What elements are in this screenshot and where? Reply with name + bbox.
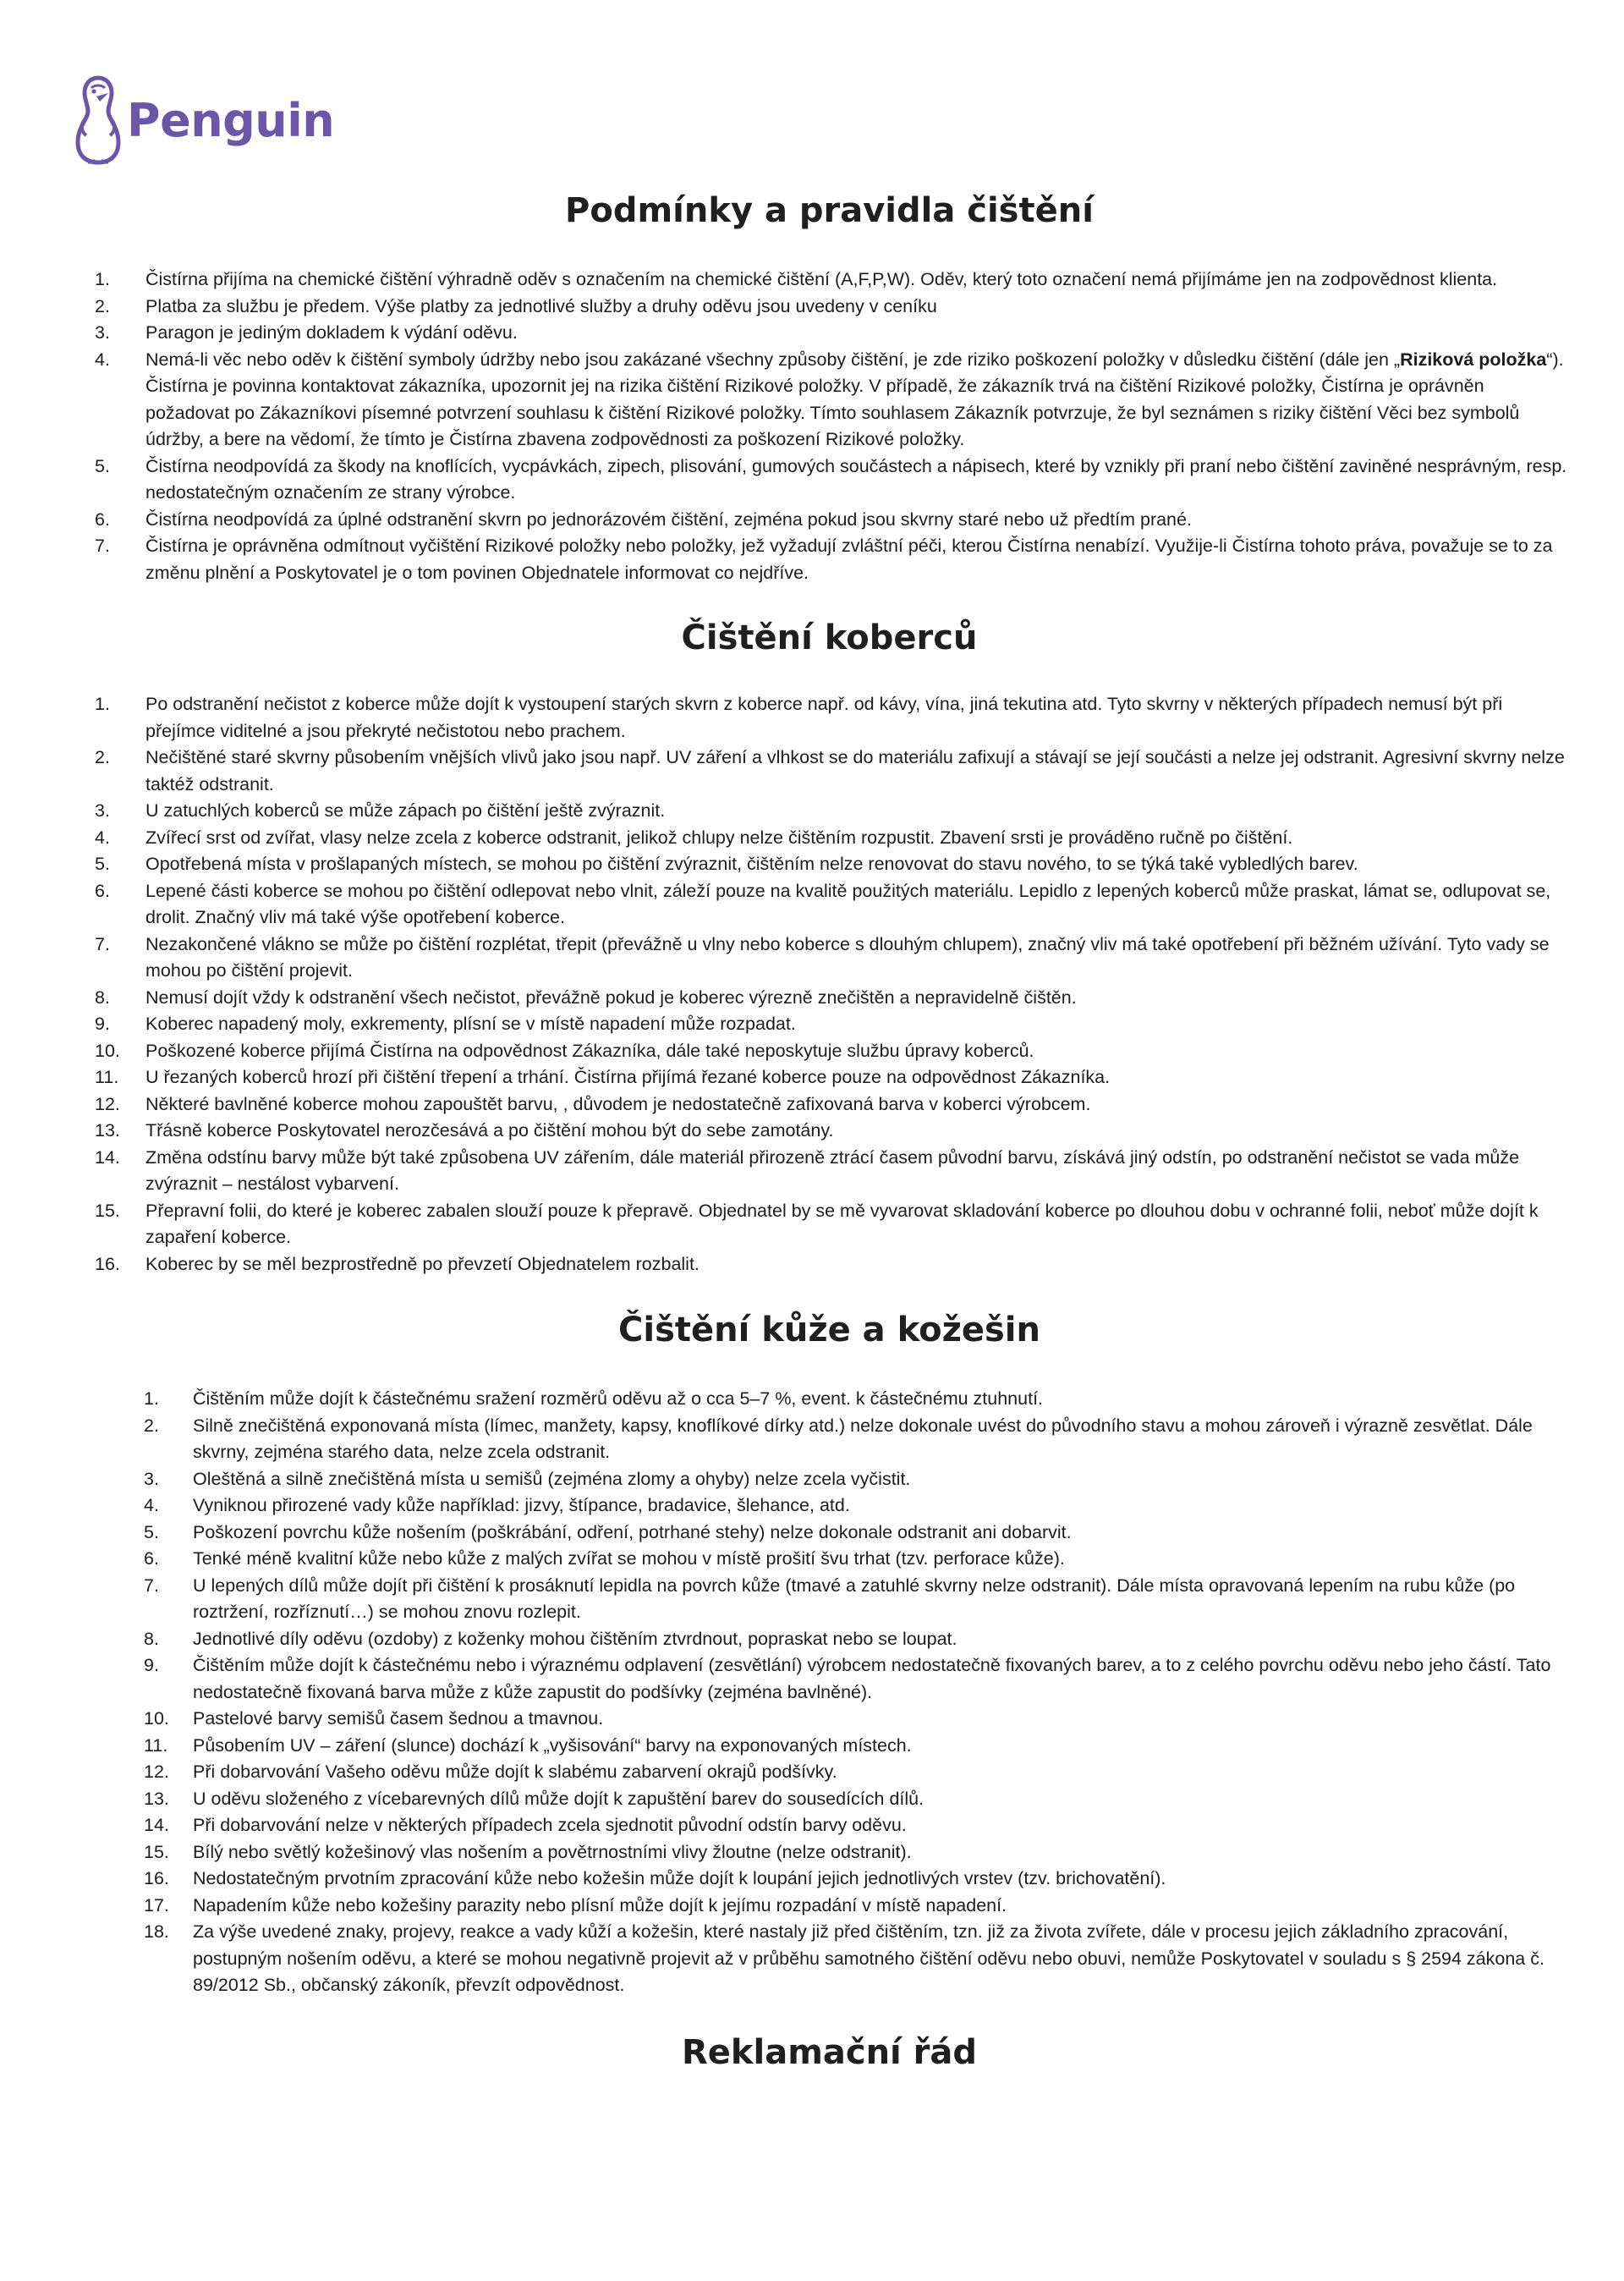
list-item: 2. Silně znečištěná exponovaná místa (límec, manžety, kapsy, knoflíkové dírky atd.) nelze dokonale uvést do původního stavu a mohou zároveň i výrazně zesvětlat. Dále skvrny, zejména starého data, nelze zcela odstranit.: [144, 1415, 1533, 1462]
leather-list: [91, 1386, 1567, 1999]
section-carpet-cleaning: [91, 618, 1567, 1278]
list-item: 6. Čistírna neodpovídá za úplné odstranění skvrn po jednorázovém čištění, zejména pokud jsou skvrny staré nebo už předtím prané.: [95, 508, 1192, 530]
section-title: Čištění koberců: [681, 618, 978, 657]
list-item: 15. Bílý nebo světlý kožešinový vlas nošením a povětrnostními vlivy žloutne (nelze odstranit).: [144, 1841, 912, 1862]
carpet-list: [91, 691, 1567, 1278]
section-title: Podmínky a pravidla čištění: [565, 191, 1094, 230]
list-item: 10. Pastelové barvy semišů časem šednou a tmavnou.: [144, 1708, 604, 1729]
list-item: 16. Nedostatečným prvotním zpracování kůže nebo kožešin může dojít k loupání jejich jednotlivých vrstev (tzv. brichovatění).: [144, 1868, 1166, 1888]
list-item: 1. Čistírna přijíma na chemické čištění výhradně oděv s označením na chemické čištění (A,F,P,W). Oděv, který toto označení nemá přijímáme jen na zodpovědnost klienta.: [95, 269, 1498, 289]
list-item: 12. Při dobarvování Vašeho oděvu může dojít k slabému zabarvení okrajů podšívky.: [144, 1762, 837, 1782]
list-item: 7. Nezakončené vlákno se může po čištění rozplétat, třepit (převážně u vlny nebo koberce s dlouhým chlupem), značný vliv má také opotřebení při běžném užívání. Tyto vady se mohou po čištění projevit.: [95, 933, 1550, 981]
list-item: 1. Čištěním může dojít k částečnému sražení rozměrů oděvu až o cca 5–7 %, event. k částečnému ztuhnutí.: [144, 1388, 1044, 1409]
list-item: 16. Koberec by se měl bezprostředně po převzetí Objednatelem rozbalit.: [95, 1253, 700, 1274]
list-item: 15. Přepravní folii, do které je koberec zabalen slouží pouze k přepravě. Objednatel by se mě vyvarovat skladování koberce po dlouhou dobu v ochranné folii, neboť může dojít k zapaření koberce.: [95, 1200, 1539, 1247]
list-item: 14. Změna odstínu barvy může být také způsobena UV zářením, dále materiál přirozeně ztrácí časem původní barvu, získává jiný odstín, po odstranění nečistot se vada může zvýraznit – nestálost vybarvení.: [95, 1146, 1520, 1194]
list-item: 4. Nemá-li věc nebo oděv k čištění symboly údržby nebo jsou zakázané všechny způsoby čištění, je zde riziko poškození položky v důsledku čištění (dále jen „Riziková položka“). Čistírna je povinna kontaktovat zákazníka, upozornit jej na rizika čištění Rizikové položky. V případě, že zákazník trvá na čištění Rizikové položky, Čistírna je oprávněn požadovat po Zákazníkovi písemné potvrzení souhlasu k čištění Rizikové položky. Tímto souhlasem Zákazník potvrzuje, že byl seznámen s riziky čištění Věci bez symbolů údržby, a bere na vědomí, že tímto je Čistírna zbavena zodpovědnosti za poškození Rizikové položky.: [95, 349, 1564, 449]
list-item: 7. Čistírna je oprávněna odmítnout vyčištění Rizikové položky nebo položky, jež vyžadují zvláštní péči, kterou Čistírna nenabízí. Využije-li Čistírna tohoto práva, považuje se to za změnu plnění a Poskytovatel je o tom povinen Objednatele informovat co nejdříve.: [95, 536, 1553, 583]
list-item: 13. U oděvu složeného z vícebarevných dílů může dojít k zapuštění barev do sousedících dílů.: [144, 1788, 924, 1809]
list-item: 18. Za výše uvedené znaky, projevy, reakce a vady kůží a kožešin, které nastaly již před čištěním, tzn. již za života zvířete, dále v procesu jejich základního zpracování, postupným nošením oděvu, a které se mohou negativně projevit až v průběhu samotného čištění oděvu nebo obuvi, nemůže Poskytovatel v souladu s § 2594 zákona č. 89/2012 Sb., občanský zákoník, převzít odpovědnost.: [144, 1921, 1544, 1995]
list-item: 9. Čištěním může dojít k částečnému nebo i výraznému odplavení (zesvětlání) výrobcem nedostatečně fixovaných barev, a to z celého povrchu oděvu nebo jeho částí. Tato nedostatečně fixovaná barva může z kůže zapustit do podšívky (zejména bavlněné).: [144, 1655, 1551, 1702]
section-complaints: [91, 2033, 1567, 2072]
list-item: 12. Některé bavlněné koberce mohou zapouštět barvu, , důvodem je nedostatečně zafixovaná barva v koberci výrobcem.: [95, 1093, 1091, 1114]
list-item: 9. Koberec napadený moly, exkrementy, plísní se v místě napadení může rozpadat.: [95, 1014, 796, 1034]
section-leather-cleaning: [91, 1311, 1567, 1999]
list-item: 4. Zvířecí srst od zvířat, vlasy nelze zcela z koberce odstranit, jelikož chlupy nelze čištěním rozpustit. Zbavení srsti je prováděno ručně po čištění.: [95, 827, 1293, 848]
list-item: 8. Nemusí dojít vždy k odstranění všech nečistot, převážně pokud je koberec výrezně znečištěn a nepravidelně čištěn.: [95, 987, 1077, 1008]
list-item: 6. Lepené části koberce se mohou po čištění odlepovat nebo vlnit, záleží pouze na kvalitě použitých materiálu. Lepidlo z lepených koberců může praskat, lámat se, odlupovat se, drolit. Značný vliv má také výše opotřebení koberce.: [95, 880, 1551, 927]
section-cleaning-conditions: [91, 191, 1567, 586]
list-item: 4. Vyniknou přirozené vady kůže například: jizvy, štípance, bradavice, šlehance, atd.: [144, 1495, 850, 1515]
list-item: 11. Působením UV – záření (slunce) dochází k „vyšisování“ barvy na exponovaných místech.: [144, 1734, 912, 1756]
document-body: [91, 191, 1567, 2072]
list-item: 8. Jednotlivé díly oděvu (ozdoby) z koženky mohou čištěním ztvrdnout, popraskat nebo se loupat.: [144, 1628, 957, 1649]
penguin-icon: [74, 74, 122, 166]
brand-name: Penguin: [127, 93, 335, 147]
list-item: 3. Paragon je jediným dokladem k výdání oděvu.: [95, 322, 518, 343]
list-item: 14. Při dobarvování nelze v některých případech zcela sjednotit původní odstín barvy oděvu.: [144, 1815, 907, 1835]
section-title: Čištění kůže a kožešin: [618, 1311, 1040, 1349]
list-item: 1. Po odstranění nečistot z koberce může dojít k vystoupení starých skvrn z koberce např. od kávy, vína, jiná tekutina atd. Tyto skvrny v některých případech nemusí být při přejímce viditelné a jsou překryté nečistotou nebo prachem.: [95, 694, 1503, 741]
conditions-list: [91, 267, 1567, 586]
list-item: 3. Oleštěná a silně znečištěná místa u semišů (zejména zlomy a ohyby) nelze zcela vyčistit.: [144, 1468, 911, 1489]
risk-item-term: Riziková položka: [1400, 349, 1547, 370]
list-item: 3. U zatuchlých koberců se může zápach po čištění ještě zvýraznit.: [95, 800, 666, 821]
list-item: 2. Platba za službu je předem. Výše platby za jednotlivé služby a druhy oděvu jsou uvedeny v ceníku: [95, 295, 937, 316]
list-item: 5. Opotřebená místa v prošlapaných místech, se mohou po čištění zvýraznit, čištěním nelze renovovat do stavu nového, to se týká také vybledlých barev.: [95, 854, 1358, 874]
list-item: 11. U řezaných koberců hrozí při čištění třepení a trhání. Čistírna přijímá řezané koberce pouze na odpovědnost Zákazníka.: [95, 1067, 1111, 1087]
section-title: Reklamační řád: [681, 2032, 978, 2072]
list-item: 17. Napadením kůže nebo kožešiny parazity nebo plísní může dojít k jejímu rozpadání v místě napadení.: [144, 1894, 1007, 1915]
list-item: 2. Nečištěné staré skvrny působením vnějších vlivů jako jsou např. UV záření a vlhkost se do materiálu zafixují a stávají se její součásti a nelze jej odstranit. Agresivní skvrny nelze taktéž odstranit.: [95, 747, 1565, 794]
list-item: 10. Poškozené koberce přijímá Čistírna na odpovědnost Zákazníka, dále také neposkytuje službu úpravy koberců.: [95, 1040, 1034, 1061]
brand-logo: [74, 74, 334, 166]
list-item: 7. U lepených dílů může dojít při čištění k prosáknutí lepidla na povrch kůže (tmavé a zatuhlé skvrny nelze odstranit). Dále místa opravovaná lepením na rubu kůže (po roztržení, rozříznutí…) se mohou znovu rozlepit.: [144, 1575, 1516, 1622]
list-item: 5. Poškození povrchu kůže nošením (poškrábání, odření, potrhané stehy) nelze dokonale odstranit ani dobarvit.: [144, 1521, 1072, 1542]
list-item: 13. Třásně koberce Poskytovatel nerozčesává a po čištění mohou být do sebe zamotány.: [95, 1120, 834, 1140]
list-item: 6. Tenké méně kvalitní kůže nebo kůže z malých zvířat se mohou v místě prošití švu trhat (tzv. perforace kůže).: [144, 1548, 1065, 1569]
list-item: 5. Čistírna neodpovídá za škody na knoflících, vycpávkách, zipech, plisování, gumových součástech a nápisech, které by vznikly při praní nebo čištění zaviněné nesprávným, resp. nedostatečným označením ze strany výrobce.: [95, 455, 1567, 503]
